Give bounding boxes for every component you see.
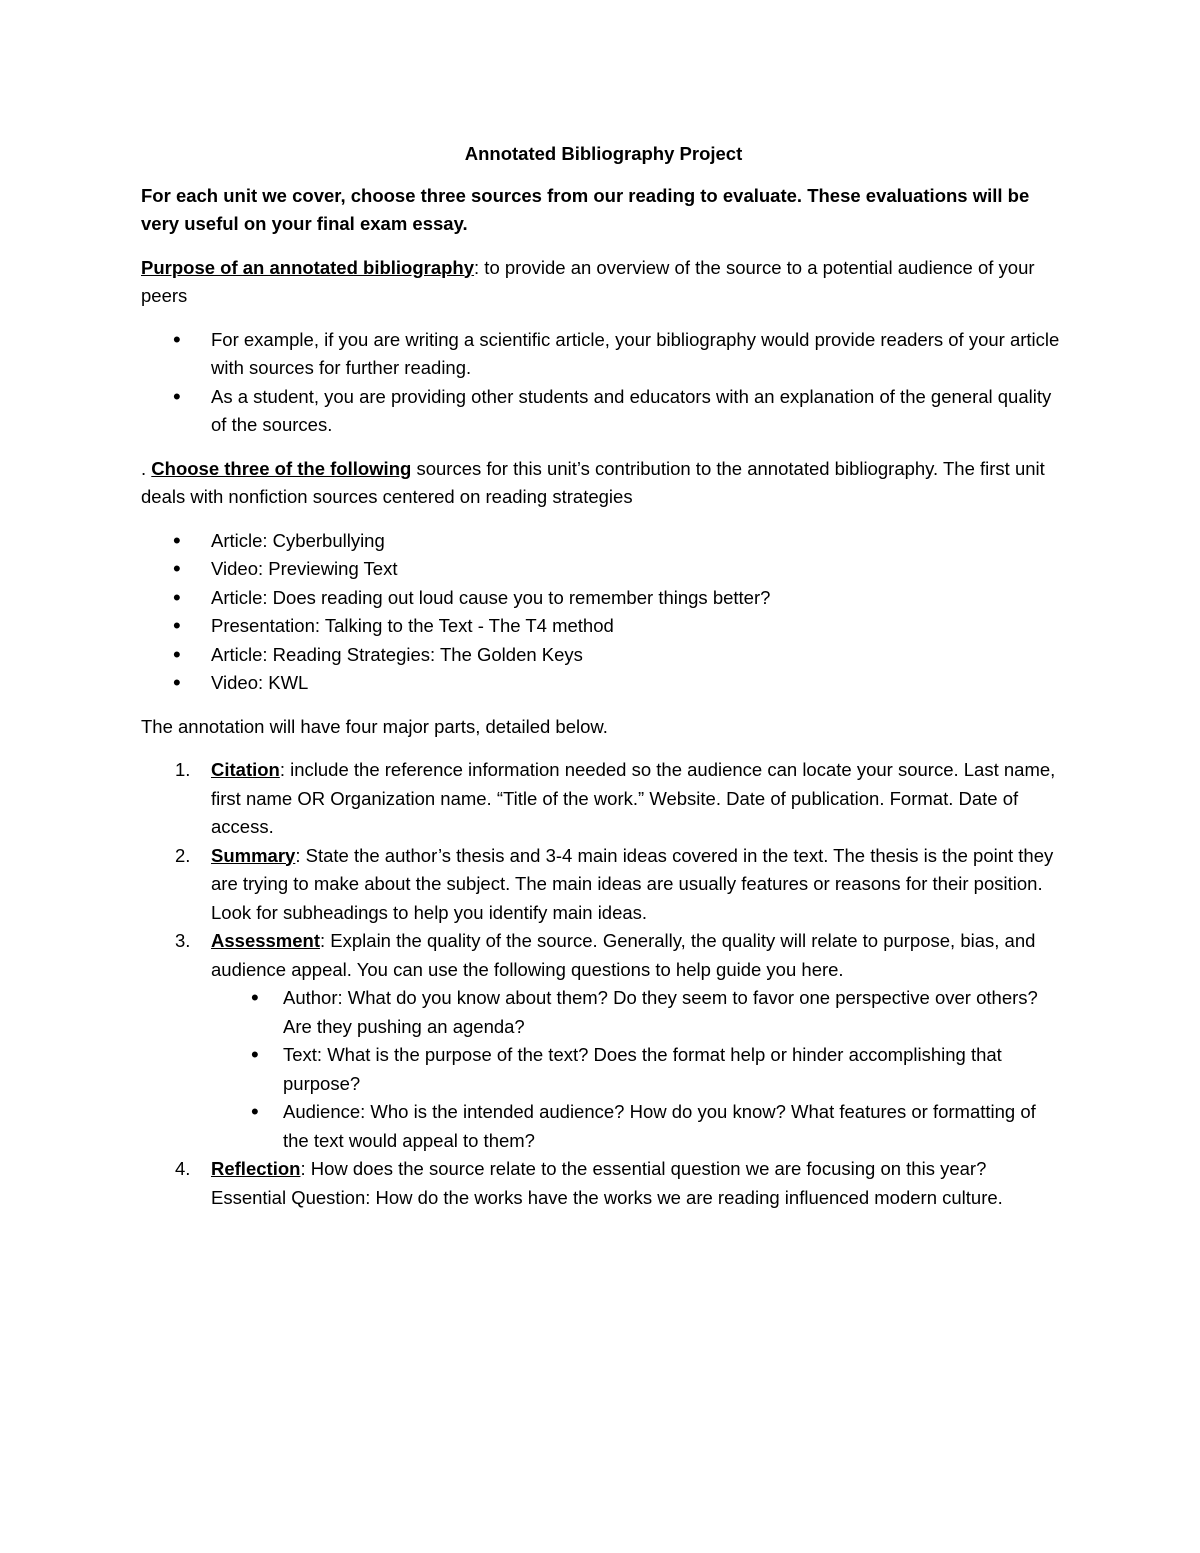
choose-prefix: . <box>141 457 152 479</box>
source-list <box>141 527 1066 698</box>
purpose-bullet: • For example, if you are writing a scientific article, your bibliography would provide readers of your article with sources for further reading. <box>141 326 1066 383</box>
assessment-question: • Author: What do you know about them? Do they seem to favor one perspective over others? Are they pushing an agenda? <box>211 984 1066 1041</box>
part-number: 2. <box>175 844 191 866</box>
purpose-bullet-list <box>141 326 1066 440</box>
purpose-text: : to provide an overview of the source to a potential audience of your peers <box>141 256 1035 306</box>
choose-label: Choose three of the following <box>151 457 412 479</box>
part-summary <box>141 842 1066 928</box>
part-label: Citation <box>211 759 280 780</box>
source-item: • Video: Previewing Text <box>141 555 1066 584</box>
annotation-intro: The annotation will have four major parts, detailed below. <box>141 715 608 737</box>
source-item: • Video: KWL <box>141 669 1066 698</box>
purpose-label: Purpose of an annotated bibliography <box>141 256 475 278</box>
assessment-question: • Audience: Who is the intended audience? How do you know? What features or formatting of the text would appeal to them? <box>211 1098 1066 1155</box>
part-text: : include the reference information needed so the audience can locate your source. Last name, first name OR Organization name. “Title of the work.” Website. Date of publication. Format. Date of access. <box>211 759 1056 837</box>
part-number: 1. <box>175 759 191 780</box>
source-item: • Article: Cyberbullying <box>141 527 1066 556</box>
source-item: • Article: Does reading out loud cause you to remember things better? <box>141 584 1066 613</box>
part-label: Assessment <box>211 930 321 951</box>
part-label: Summary <box>211 844 296 866</box>
part-text: : Explain the quality of the source. Generally, the quality will relate to purpose, bias, and audience appeal. You can use the following questions to help guide you here. <box>211 930 1036 980</box>
annotation-parts-list <box>141 756 1066 1212</box>
purpose-paragraph <box>141 254 1066 311</box>
part-number: 4. <box>175 1158 191 1179</box>
part-citation <box>141 756 1066 842</box>
assessment-question-list <box>211 984 1066 1155</box>
part-assessment <box>141 927 1066 1155</box>
intro-paragraph: For each unit we cover, choose three sources from our reading to evaluate. These evaluations will be very useful on your final exam essay. <box>141 184 1030 234</box>
document-title: Annotated Bibliography Project <box>464 143 743 164</box>
source-item: • Article: Reading Strategies: The Golden Keys <box>141 641 1066 670</box>
part-text: : State the author’s thesis and 3-4 main ideas covered in the text. The thesis is the point they are trying to make about the subject. The main ideas are usually features or reasons for their position. Look for subheadings to help you identify main ideas. <box>211 844 1054 923</box>
assessment-question: • Text: What is the purpose of the text? Does the format help or hinder accomplishing that purpose? <box>211 1041 1066 1098</box>
part-number: 3. <box>175 930 191 951</box>
purpose-bullet: • As a student, you are providing other students and educators with an explanation of the general quality of the sources. <box>141 383 1066 440</box>
source-item: • Presentation: Talking to the Text - The T4 method <box>141 612 1066 641</box>
part-text: : How does the source relate to the essential question we are focusing on this year? Essential Question: How do the works have the works we are reading influenced modern culture. <box>211 1158 1003 1208</box>
document-page <box>141 140 1066 1212</box>
part-reflection <box>141 1155 1066 1212</box>
choose-paragraph <box>141 455 1066 512</box>
part-label: Reflection <box>211 1158 301 1179</box>
choose-text: sources for this unit’s contribution to the annotated bibliography. The first unit deals with nonfiction sources centered on reading strategies <box>141 457 1045 507</box>
